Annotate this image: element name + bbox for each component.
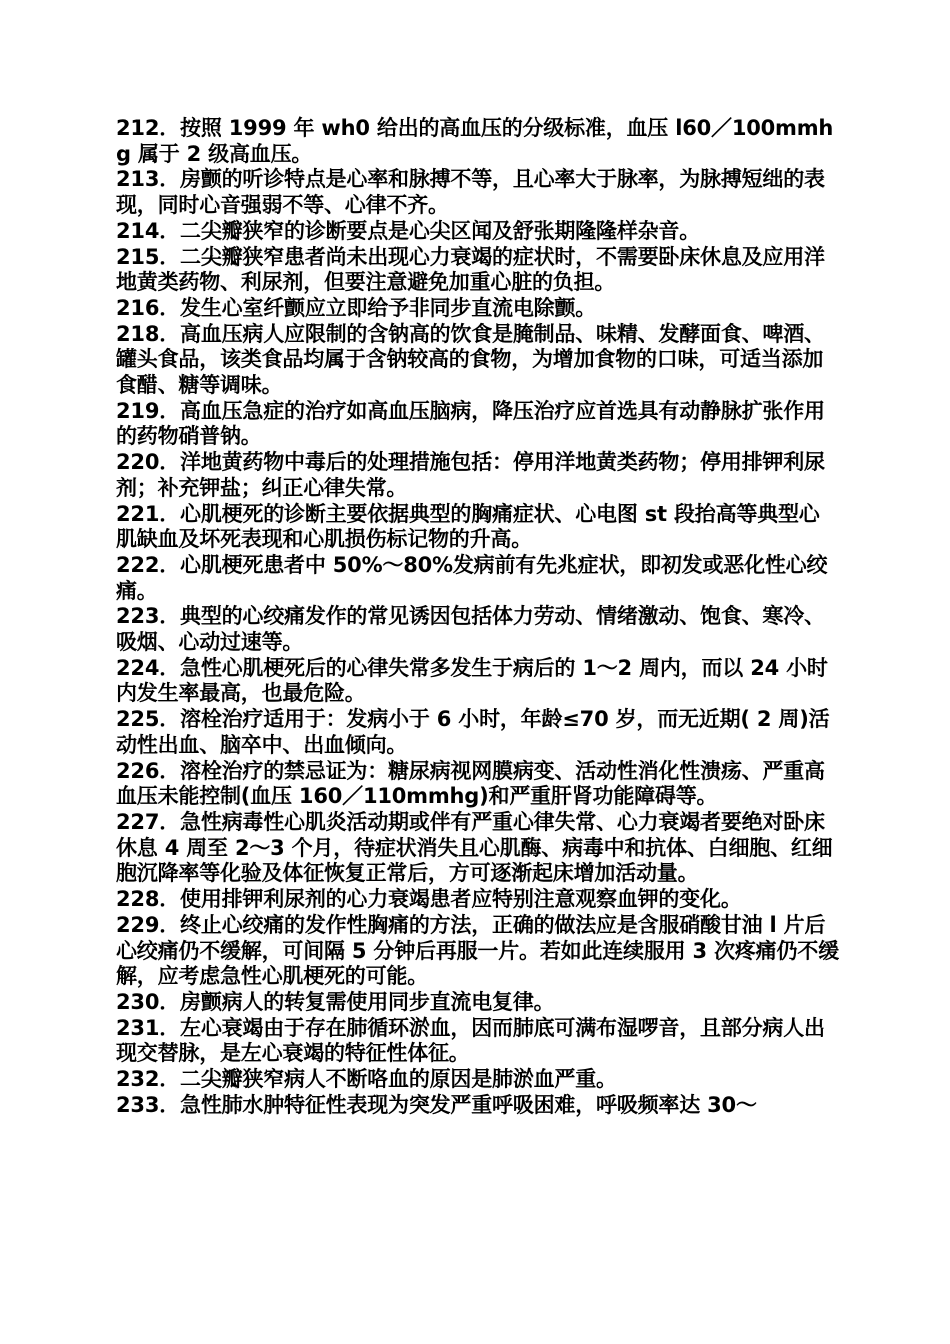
document-page [116,116,840,1118]
paragraph-218: 218．高血压病人应限制的含钠高的饮食是腌制品、味精、发酵面食、啤酒、罐头食品，该类食品均属于含钠较高的食物，为增加食物的口味，可适当添加食醋、糖等调味。 [116,321,825,398]
paragraph-230: 230．房颤病人的转复需使用同步直流电复律。 [116,989,555,1014]
paragraph-231: 231．左心衰竭由于存在肺循环淤血，因而肺底可满布湿啰音，且部分病人出现交替脉，是左心衰竭的特征性体征。 [116,1015,825,1066]
paragraph-228: 228．使用排钾利尿剂的心力衰竭患者应特别注意观察血钾的变化。 [116,887,742,912]
paragraph-220: 220．洋地黄药物中毒后的处理措施包括：停用洋地黄类药物；停用排钾利尿剂；补充钾盐；纠正心律失常。 [116,450,825,500]
paragraph-225: 225．溶栓治疗适用于：发病小于 6 小时，年龄≤70 岁，而无近期( 2 周)活动性出血、脑卒中、出血倾向。 [116,707,830,757]
paragraph-222: 222．心肌梗死患者中 50%～80%发病前有先兆症状，即初发或恶化性心绞痛。 [116,552,828,603]
paragraph-215: 215．二尖瓣狭窄患者尚未出现心力衰竭的症状时，不需要卧床休息及应用洋地黄类药物、利尿剂，但要注意避免加重心脏的负担。 [116,244,825,295]
paragraph-221: 221．心肌梗死的诊断主要依据典型的胸痛症状、心电图 st 段抬高等典型心肌缺血及坏死表现和心肌损伤标记物的升高。 [116,501,820,552]
paragraph-219: 219．高血压急症的治疗如高血压脑病，降压治疗应首选具有动静脉扩张作用的药物硝普钠。 [116,398,825,449]
paragraph-213: 213．房颤的听诊特点是心率和脉搏不等，且心率大于脉率，为脉搏短绌的表现，同时心音强弱不等、心律不齐。 [116,167,825,218]
paragraph-223: 223．典型的心绞痛发作的常见诱因包括体力劳动、情绪激动、饱食、寒冷、吸烟、心动过速等。 [116,604,825,655]
paragraph-224: 224．急性心肌梗死后的心律失常多发生于病后的 1～2 周内，而以 24 小时内发生率最高，也最危险。 [116,655,828,706]
paragraph-232: 232．二尖瓣狭窄病人不断咯血的原因是肺淤血严重。 [116,1067,617,1092]
paragraph-227: 227．急性病毒性心肌炎活动期或伴有严重心律失常、心力衰竭者要绝对卧床休息 4 周至 2～3 个月，待症状消失且心肌酶、病毒中和抗体、白细胞、红细胞沉降率等化验及体征恢复正常后，方可逐渐起床增加活动量。 [116,809,833,886]
paragraph-212: 212．按照 1999 年 wh0 给出的高血压的分级标准，血压 l60／100mmhg 属于 2 级高血压。 [116,116,834,166]
paragraph-216: 216．发生心室纤颤应立即给予非同步直流电除颤。 [116,295,597,320]
paragraph-233: 233．急性肺水肿特征性表现为突发严重呼吸困难，呼吸频率达 30～ [116,1092,757,1117]
paragraph-226: 226．溶栓治疗的禁忌证为：糖尿病视网膜病变、活动性消化性溃疡、严重高血压未能控制(血压 160／110mmhg)和严重肝肾功能障碍等。 [116,758,825,809]
paragraph-214: 214．二尖瓣狭窄的诊断要点是心尖区闻及舒张期隆隆样杂音。 [116,218,701,243]
paragraph-229: 229．终止心绞痛的发作性胸痛的方法，正确的做法应是含服硝酸甘油 l 片后心绞痛仍不缓解，可间隔 5 分钟后再服一片。若如此连续服用 3 次疼痛仍不缓解，应考虑急性心肌梗死的可能。 [116,912,839,989]
